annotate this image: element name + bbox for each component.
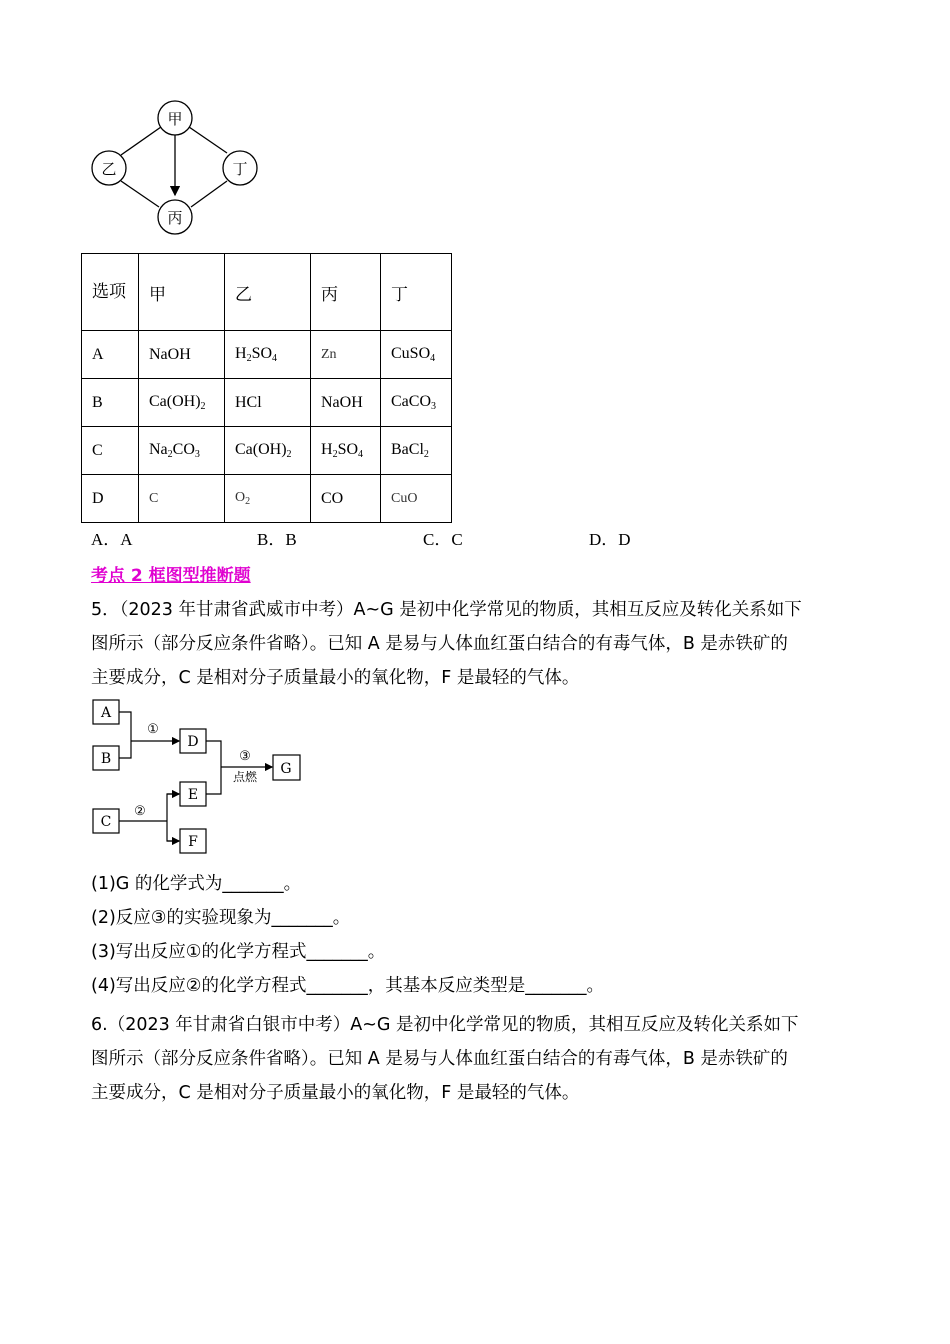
formula-part: Ca(OH): [235, 441, 287, 458]
formula-sub: 2: [245, 496, 251, 507]
q5-line: 图所示（部分反应条件省略）。已知 A 是易与人体血红蛋白结合的有毒气体，B 是赤铁矿的: [91, 634, 788, 654]
edge-jia-yi: [121, 127, 161, 155]
box-d-label: D: [187, 734, 199, 750]
cell-option: C: [82, 427, 139, 475]
connector-ab: [119, 712, 131, 758]
q5-line: 主要成分，C 是相对分子质量最小的氧化物，F 是最轻的气体。: [91, 668, 580, 688]
formula-part: O: [235, 490, 246, 505]
box-e-label: E: [187, 787, 199, 803]
sub-question-4: (4)写出反应②的化学方程式_______，其基本反应类型是_______。: [91, 976, 604, 996]
cell-jia: [139, 379, 225, 427]
label-reaction-2: ②: [134, 804, 146, 819]
box-c-label: C: [100, 814, 112, 830]
table-row: [82, 331, 452, 379]
formula-sub: 4: [430, 353, 436, 364]
edge-jia-ding: [189, 127, 227, 153]
edge-yi-bing: [121, 181, 159, 207]
node-bing-label: 丙: [167, 209, 183, 227]
label-reaction-1: ①: [147, 722, 159, 737]
formula-part: CuSO: [391, 345, 431, 362]
formula-sub: 4: [272, 353, 278, 364]
node-jia-label: 甲: [167, 110, 183, 128]
box-b-label: B: [100, 751, 112, 767]
formula-part: Ca(OH): [149, 393, 201, 410]
formula-part: CaCO: [391, 393, 431, 410]
q6-line: 图所示（部分反应条件省略）。已知 A 是易与人体血红蛋白结合的有毒气体，B 是赤铁矿的: [91, 1049, 788, 1069]
cell-jia: NaOH: [139, 331, 225, 379]
formula-part: SO: [251, 345, 273, 362]
formula-sub: 3: [431, 401, 436, 412]
formula-sub: 2: [423, 449, 429, 460]
reaction-flow-diagram: [85, 695, 310, 860]
q6-line: 主要成分，C 是相对分子质量最小的氧化物，F 是最轻的气体。: [91, 1083, 580, 1103]
cell-ding: [381, 331, 452, 379]
connector-ef: [167, 794, 179, 841]
formula-part: H: [321, 441, 333, 458]
table-header-row: [82, 254, 452, 331]
cell-bing: [311, 427, 381, 475]
formula-sub: 4: [358, 449, 364, 460]
label-condition-ignite: 点燃: [232, 770, 258, 784]
cell-option: B: [82, 379, 139, 427]
formula-part: Na: [149, 441, 168, 458]
q5-line: 5．（2023 年甘肃省武威市中考）A~G 是初中化学常见的物质，其相互反应及转化关系如下: [91, 600, 802, 620]
cell-yi: [225, 331, 311, 379]
cell-yi: HCl: [225, 379, 311, 427]
formula-sub: 2: [200, 401, 206, 412]
cell-bing: CO: [311, 475, 381, 523]
header-option: [82, 254, 139, 331]
choice-c[interactable]: C．C: [423, 530, 463, 549]
question-5-text: [91, 593, 871, 695]
cell-yi: [225, 475, 311, 523]
q6-line: 6.（2023 年甘肃省白银市中考）A~G 是初中化学常见的物质，其相互反应及转化关系如下: [91, 1015, 799, 1035]
choice-b[interactable]: B．B: [257, 530, 297, 549]
cell-ding: [381, 379, 452, 427]
formula-sub: 3: [194, 449, 200, 460]
edge-ding-bing: [191, 181, 227, 207]
box-a-label: A: [100, 705, 112, 721]
sub-questions: [91, 867, 871, 1003]
sub-question-3: (3)写出反应①的化学方程式_______。: [91, 942, 386, 962]
cell-yi: [225, 427, 311, 475]
formula-sub: 2: [167, 449, 173, 460]
formula-sub: 2: [286, 449, 292, 460]
formula-sub: 2: [332, 449, 338, 460]
cell-ding: [381, 427, 452, 475]
formula-part: BaCl: [391, 441, 424, 458]
formula-sub: 2: [246, 353, 252, 364]
choice-a[interactable]: A．A: [91, 530, 133, 549]
connector-de: [206, 741, 221, 794]
section-heading: 考点 2 框图型推断题: [91, 566, 251, 586]
node-ding-label: 丁: [232, 160, 248, 178]
header-jia: 甲: [139, 254, 225, 331]
cell-jia: [139, 427, 225, 475]
formula-part: H: [235, 345, 247, 362]
cell-ding: CuO: [381, 475, 452, 523]
sub-question-2: (2)反应③的实验现象为_______。: [91, 908, 351, 928]
header-yi: 乙: [225, 254, 311, 331]
sub-question-1: (1)G 的化学式为_______。: [91, 874, 302, 894]
formula-part: CO: [172, 441, 195, 458]
header-ding: 丁: [381, 254, 452, 331]
node-yi-label: 乙: [101, 160, 117, 178]
cell-option: A: [82, 331, 139, 379]
options-table: [81, 253, 452, 523]
table-row: [82, 379, 452, 427]
label-reaction-3: ③: [239, 749, 251, 764]
box-g-label: G: [280, 761, 292, 777]
box-f-label: F: [188, 834, 198, 850]
cell-option: D: [82, 475, 139, 523]
cell-bing: NaOH: [311, 379, 381, 427]
cell-bing: Zn: [311, 331, 381, 379]
formula-part: SO: [337, 441, 359, 458]
table-row: [82, 475, 452, 523]
question-6-text: [91, 1008, 871, 1110]
choice-d[interactable]: D．D: [589, 530, 631, 549]
reaction-cycle-diagram: [85, 95, 270, 240]
cell-jia: C: [139, 475, 225, 523]
header-option-text: 选项: [92, 282, 126, 302]
header-bing: 丙: [311, 254, 381, 331]
table-row: [82, 427, 452, 475]
